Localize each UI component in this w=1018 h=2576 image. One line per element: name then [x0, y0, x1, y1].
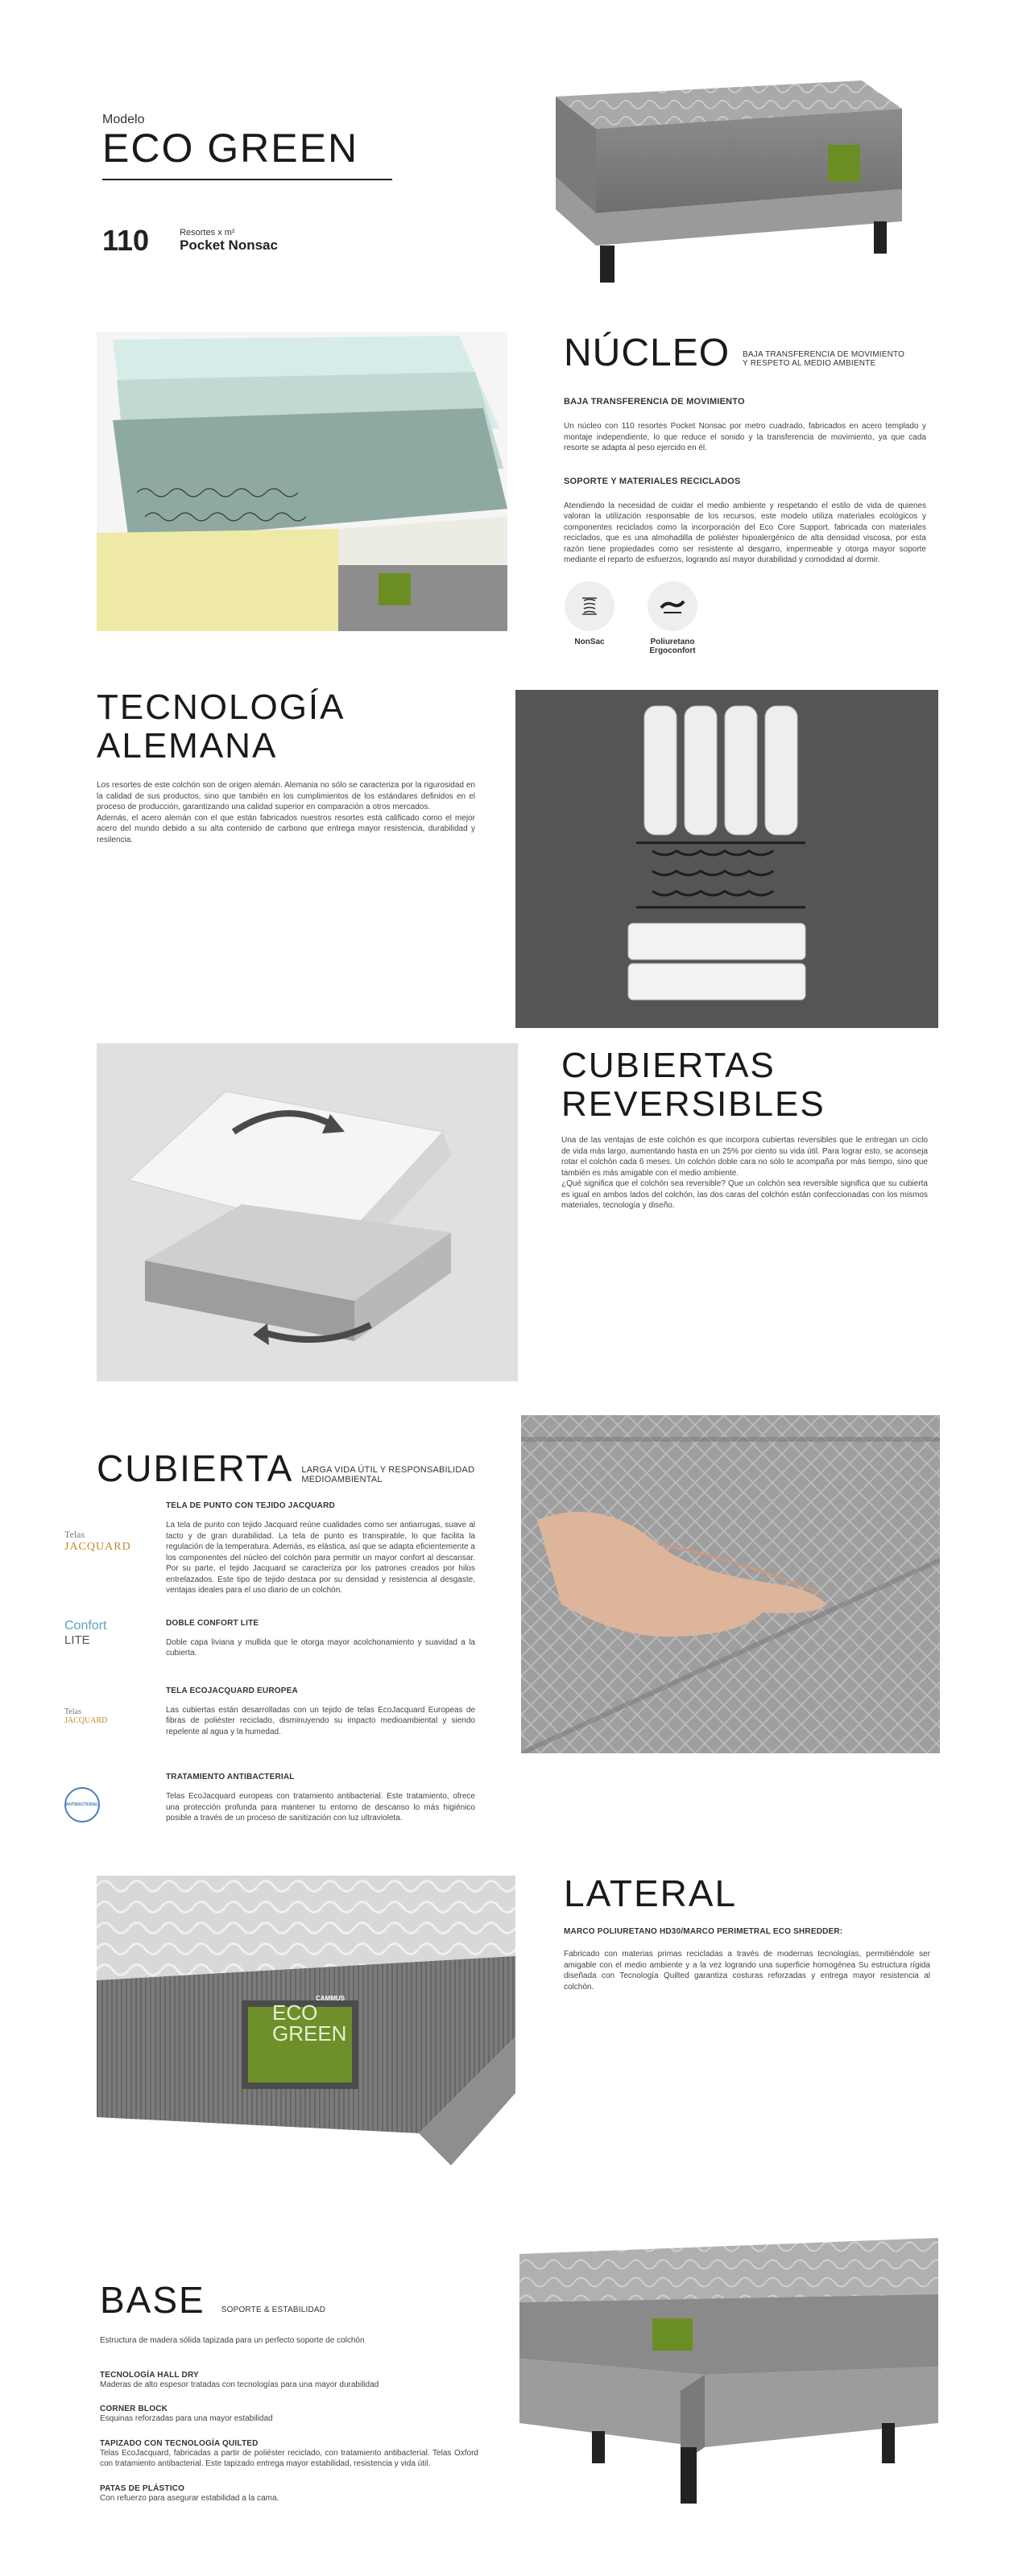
nucleo-section1-text: Un núcleo con 110 resortes Pocket Nonsac por metro cuadrado, fabricados en acero templado y montaje independiente, lo que reduce el sonido y la transferencia de movimiento, ya que cada resorte se adapta al peso ejercido en él.: [564, 422, 926, 452]
base-feature-title: PATAS DE PLÁSTICO: [100, 2483, 185, 2493]
tecnologia-title-1: TECNOLOGÍA: [97, 687, 346, 727]
cubierta-feature: [64, 1773, 475, 1824]
nucleo-section1-title: BAJA TRANSFERENCIA DE MOVIMIENTO: [564, 397, 745, 407]
cubierta-feature: [64, 1619, 475, 1659]
label-eco: ECO: [272, 2000, 318, 2025]
ecojacquard-logo-line-2: JACQUARD: [64, 1715, 108, 1725]
base-features: [100, 2371, 478, 2504]
jacquard-logo: [64, 1501, 145, 1596]
springs-spec: [102, 224, 278, 258]
reversible-title-2: REVERSIBLES: [561, 1084, 826, 1124]
ecojacquard-logo: [64, 1686, 145, 1738]
springs-type: Pocket Nonsac: [180, 237, 278, 253]
lateral-text: Fabricado con materias primas recicladas a través de modernas tecnologías, permitiéndole ser amigable con el medio ambiente y a la vez logrando una superficie homogénea Su estructura rígida diseñada con Tecnología Quilted garantiza costuras reforzadas y entrega mayor resistencia al colchón.: [564, 1950, 930, 1992]
model-name: ECO GREEN: [102, 126, 359, 171]
nonsac-icon: [565, 581, 615, 631]
cubierta-features: [64, 1501, 475, 1824]
antibacterial-logo: [64, 1773, 145, 1824]
confort-lite-logo: [64, 1619, 145, 1659]
reversible-text-2: ¿Qué significa que el colchón sea reversible? Que un colchón sea reversible significa que su cubierta es igual en ambos lados del colchón, las dos caras del colchón están confeccionadas con los mismos materiales, tecnología y diseño.: [561, 1179, 928, 1210]
nucleo-content: [564, 397, 926, 566]
springs-count: 110: [102, 224, 150, 257]
cubierta-feature: [64, 1686, 475, 1738]
reversible-mattress-image: [97, 1043, 518, 1381]
ecojacquard-logo-line-1: Telas: [64, 1707, 81, 1716]
springs-photo: [515, 690, 938, 1028]
feature-title: TRATAMIENTO ANTIBACTERIAL: [166, 1773, 295, 1781]
cubierta-subtitle-1: LARGA VIDA ÚTIL Y RESPONSABILIDAD: [301, 1465, 475, 1475]
reversible-title-1: CUBIERTAS: [561, 1046, 776, 1085]
nucleo-subtitle-1: BAJA TRANSFERENCIA DE MOVIMIENTO: [743, 350, 905, 359]
lateral-section-title: MARCO POLIURETANO HD30/MARCO PERIMETRAL ECO SHREDDER:: [564, 1927, 843, 1936]
base-block: [100, 2281, 478, 2504]
jacquard-logo-line-1: Telas: [64, 1529, 85, 1540]
reversible-block: [561, 1046, 928, 1212]
lateral-title: LATERAL: [564, 1872, 738, 1914]
tecnologia-title-2: ALEMANA: [97, 726, 278, 766]
tecnologia-text-2: Además, el acero alemán con el que están fabricados nuestros resortes está calificado como el mejor acero del mundo debido a su alta contenido de carbono que entrega mayor resistencia, durabilidad y resilencia.: [97, 813, 475, 844]
base-feature: [100, 2405, 478, 2425]
base-feature: [100, 2371, 478, 2391]
springs-unit: Resortes x m²: [180, 228, 235, 237]
base-intro: Estructura de madera sólida tapizada para un perfecto soporte de colchón: [100, 2336, 365, 2345]
cubierta-heading: [97, 1449, 474, 1488]
cubierta-title: CUBIERTA: [97, 1447, 294, 1489]
nucleo-layers-image: [97, 332, 507, 631]
feature-title: TELA DE PUNTO CON TEJIDO JACQUARD: [166, 1501, 335, 1510]
base-title: BASE: [100, 2279, 205, 2321]
lateral-block: [564, 1874, 930, 1992]
nucleo-section2-title: SOPORTE Y MATERIALES RECICLADOS: [564, 476, 741, 486]
base-feature: [100, 2439, 478, 2470]
base-feature-text: Esquinas reforzadas para una mayor estabilidad: [100, 2414, 273, 2423]
cubierta-subtitle-2: MEDIOAMBIENTAL: [301, 1475, 383, 1484]
base-bed-image: [519, 2238, 938, 2560]
feature-title: DOBLE CONFORT LITE: [166, 1618, 259, 1628]
hand-on-fabric-photo: [521, 1415, 940, 1753]
base-subtitle: SOPORTE & ESTABILIDAD: [221, 2306, 326, 2314]
polyurethane-icon: [648, 581, 697, 631]
confort-logo-line-1: Confort: [64, 1618, 107, 1633]
base-feature-title: TAPIZADO CON TECNOLOGÍA QUILTED: [100, 2438, 259, 2448]
nucleo-subtitle-2: Y RESPETO AL MEDIO AMBIENTE: [743, 359, 876, 368]
base-feature: [100, 2484, 478, 2504]
nucleo-title: NÚCLEO: [564, 332, 730, 374]
polyurethane-label-1: Poliuretano: [650, 638, 695, 646]
antibacterial-logo-text: ANTIBACTERIAL: [65, 1802, 99, 1807]
header-divider: [102, 179, 392, 180]
feature-text: Las cubiertas están desarrolladas con un tejido de telas EcoJacquard Europeas de fibras de poliéster reciclado, disminuyendo su impacto medioambiental y siendo repelente al agua y la humedad.: [166, 1705, 475, 1736]
hero-bed-image: [523, 48, 926, 290]
feature-title: TELA ECOJACQUARD EUROPEA: [166, 1686, 298, 1695]
reversible-text-1: Una de las ventajas de este colchón es que incorpora cubiertas reversibles que le entregan un ciclo de vida más largo, aumentando hasta en un 25% por ciento su vida útil. Para lograr esto, se aconseja rotar el colchón cada 6 meses. Un colchón doble cara no sólo te acompaña por más tiempo, sino que también es más amigable con el medio ambiente.: [561, 1136, 928, 1178]
nucleo-section2-text: Atendiendo la necesidad de cuidar el medio ambiente y respetando el estilo de vida de quienes valoran la utilización responsable de los recursos, este modelo utiliza materiales ecológicos y componentes reciclados como la incorporación del Eco Core Support, fabricada con materiales reciclados, que es una almohadilla de poliéster hipoalergénico de alta densidad viscosa, por esta razón tiene propiedades como ser resistente al desgarro, impermeable y otorga mayor soporte mediante el reparto de esfuerzos, logrando así mayor durabilidad y comodidad al dormir.: [564, 501, 926, 564]
base-feature-text: Maderas de alto espesor tratadas con tecnologías para una mayor durabilidad: [100, 2380, 379, 2389]
polyurethane-label-2: Ergoconfort: [649, 646, 696, 655]
tecnologia-text-1: Los resortes de este colchón son de origen alemán. Alemania no sólo se caracteriza por la rigurosidad en la calidad de sus productos, sino que también en los cumplimientos de los estándares definidos en el proceso de producción, garantizando una calidad superior en comparación a otros mercados.: [97, 781, 475, 811]
nonsac-label: NonSac: [574, 638, 605, 646]
model-label: Modelo: [102, 113, 145, 126]
label-green: GREEN: [272, 2021, 347, 2046]
model-header: [102, 113, 392, 180]
eco-green-label: [272, 1995, 345, 2044]
cubierta-feature: [64, 1501, 475, 1596]
tecnologia-block: [97, 688, 475, 845]
feature-text: Telas EcoJacquard europeas con tratamiento antibacterial. Este tratamiento, ofrece una protección profunda para mantener tu entorno de descanso lo más higiénico posible a través de un proceso de sanitización con luz ultravioleta.: [166, 1792, 475, 1823]
base-feature-text: Con refuerzo para asegurar estabilidad a la cama.: [100, 2493, 279, 2503]
nucleo-heading: [564, 334, 904, 373]
antibacterial-icon: [64, 1787, 100, 1823]
base-feature-text: Telas EcoJacquard, fabricadas a partir de poliéster reciclado, con tratamiento antibacterial. Telas Oxford con tratamiento antibacterial. Este tapizado entrega mayor estabilidad, resistencia y vida útil.: [100, 2448, 478, 2468]
feature-text: La tela de punto con tejido Jacquard reúne cualidades como ser antiarrugas, suave al tacto y de gran durabilidad. La tela de punto es transpirable, lo que facilita la regulación de la temperatura. Además, es elástica, así que se adapta eficientemente a los componentes del núcleo del colchón para permitir un mayor confort al descansar. Por su parte, el tejido Jacquard se caracteriza por los patrones creados por hilos entrelazados. Este tipo de tejido destaca por su densidad y resistencia al desgaste, ventajas ideales para el uso diario de un colchón.: [166, 1521, 475, 1595]
base-feature-title: CORNER BLOCK: [100, 2405, 168, 2413]
label-brand: CAMMUS: [316, 1995, 345, 2002]
base-feature-title: TECNOLOGÍA HALL DRY: [100, 2370, 199, 2380]
nucleo-icons: [561, 581, 722, 655]
jacquard-logo-line-2: JACQUARD: [64, 1541, 131, 1553]
confort-logo-line-2: LITE: [64, 1633, 90, 1647]
feature-text: Doble capa liviana y mullida que le otorga mayor acolchonamiento y suavidad a la cubierta.: [166, 1637, 475, 1657]
